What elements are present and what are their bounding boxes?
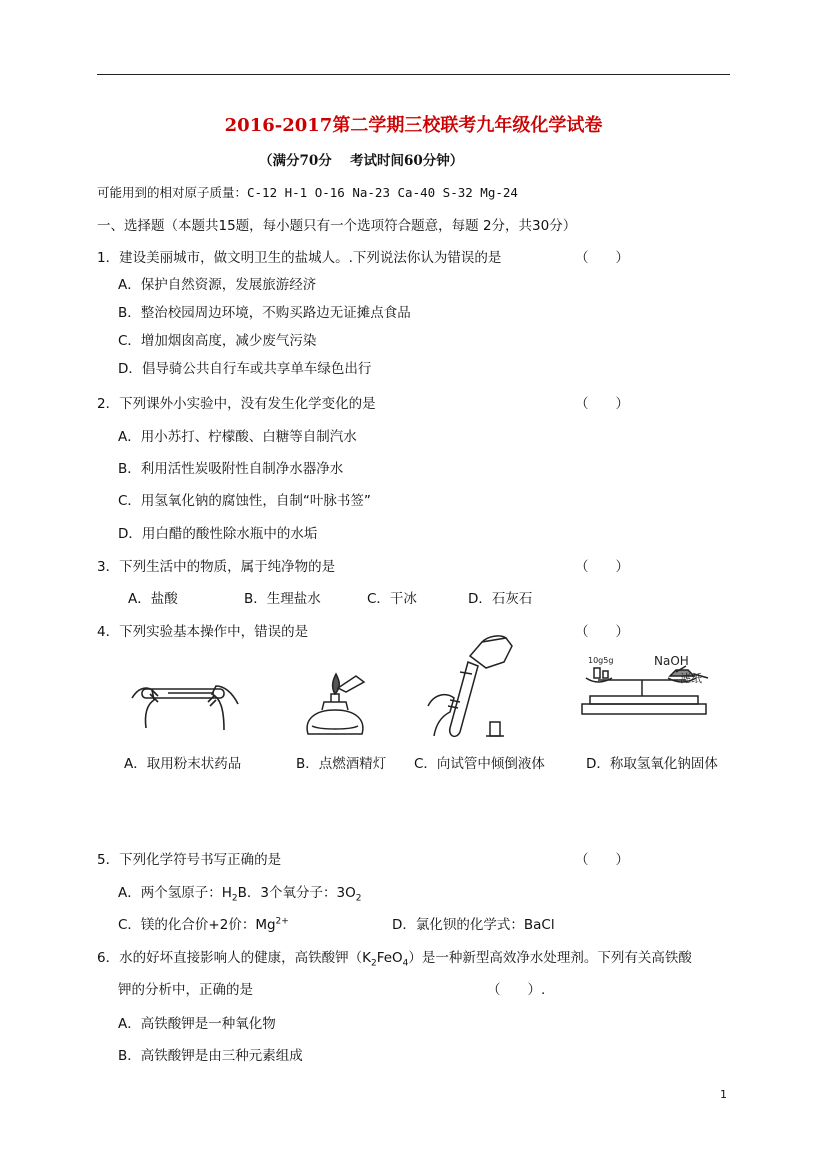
figure-powder-transfer — [128, 672, 243, 734]
question-1-answer-paren: （ ） — [575, 250, 629, 266]
question-6-option-a: A．高铁酸钾是一种氧化物 — [118, 1016, 276, 1032]
question-5-option-d: D．氯化钡的化学式：BaCl — [392, 917, 555, 933]
k-subscript: 2 — [370, 958, 377, 969]
question-6-option-b: B．高铁酸钾是由三种元素组成 — [118, 1048, 303, 1064]
o-subscript: 4 — [402, 958, 409, 969]
question-2-answer-paren: （ ） — [575, 396, 629, 412]
balance-weights-label: 10g5g — [588, 656, 614, 665]
question-3-option-d: D．石灰石 — [468, 591, 533, 607]
exam-title: 2016-2017第二学期三校联考九年级化学试卷 — [224, 115, 603, 136]
feo-text: FeO — [376, 950, 403, 966]
question-6-answer-paren: （ ）. — [487, 982, 546, 998]
naoh-label: NaOH — [654, 654, 689, 668]
question-5-option-a: A．两个氢原子：H — [118, 885, 232, 901]
option-a-subscript: 2 — [231, 893, 238, 904]
question-3-option-c: C．干冰 — [367, 591, 417, 607]
header-rule — [97, 74, 730, 75]
question-3-option-b: B．生理盐水 — [244, 591, 321, 607]
filter-paper-label: 滤纸 — [680, 672, 702, 685]
question-6-stem-line1 — [97, 946, 692, 969]
figure-alcohol-lamp — [300, 664, 370, 740]
question-4-stem: 4．下列实验基本操作中，错误的是 — [97, 624, 309, 640]
option-b-subscript: 2 — [355, 893, 362, 904]
question-1-option-a: A．保护自然资源，发展旅游经济 — [118, 277, 317, 293]
question-4-option-d: D．称取氢氧化钠固体 — [586, 756, 718, 772]
question-1-option-b: B．整治校园周边环境，不购买路边无证摊点食品 — [118, 305, 411, 321]
figure-pouring-liquid — [420, 632, 520, 744]
question-5-option-c-wrap — [118, 913, 289, 933]
question-6-stem-suffix: ）是一种新型高效净水处理剂。下列有关高铁酸 — [408, 950, 692, 966]
question-5-option-c: C．镁的化合价+2价：Mg — [118, 917, 276, 933]
exam-subtitle: （满分70分 考试时间60分钟） — [259, 153, 464, 169]
atomic-masses: 可能用到的相对原子质量：C-12 H-1 O-16 Na-23 Ca-40 S-32 Mg-24 — [97, 185, 518, 200]
question-5-answer-paren: （ ） — [575, 852, 629, 868]
question-2-option-d: D．用白醋的酸性除水瓶中的水垢 — [118, 526, 318, 542]
question-2-option-a: A．用小苏打、柠檬酸、白糖等自制汽水 — [118, 429, 357, 445]
question-4-option-b: B．点燃酒精灯 — [296, 756, 387, 772]
question-4-answer-paren: （ ） — [575, 624, 629, 640]
question-6-stem-prefix: 6．水的好坏直接影响人的健康，高铁酸钾（K — [97, 950, 371, 966]
question-2-option-c: C．用氢氧化钠的腐蚀性，自制“叶脉书签” — [118, 493, 371, 509]
question-1-option-d: D．倡导骑公共自行车或共享单车绿色出行 — [118, 361, 372, 377]
question-3-answer-paren: （ ） — [575, 559, 629, 575]
question-3-stem: 3．下列生活中的物质，属于纯净物的是 — [97, 559, 336, 575]
question-2-option-b: B．利用活性炭吸附性自制净水器净水 — [118, 461, 344, 477]
page-number: 1 — [720, 1088, 727, 1101]
section-heading: 一、选择题（本题共15题，每小题只有一个选项符合题意，每题 2分，共30分） — [97, 218, 577, 234]
question-5-stem: 5．下列化学符号书写正确的是 — [97, 852, 282, 868]
question-5-option-b: B．3个氧分子：3O — [237, 885, 356, 901]
option-c-superscript: 2+ — [275, 916, 289, 927]
question-1-stem: 1．建设美丽城市，做文明卫生的盐城人。.下列说法你认为错误的是 — [97, 250, 502, 266]
question-1-option-c: C．增加烟囱高度，减少废气污染 — [118, 333, 317, 349]
question-4-option-a: A．取用粉末状药品 — [124, 756, 242, 772]
question-2-stem: 2．下列课外小实验中，没有发生化学变化的是 — [97, 396, 376, 412]
question-6-stem-line2: 钾的分析中，正确的是 — [118, 982, 253, 998]
figure-balance-naoh — [576, 652, 716, 722]
question-5-option-a-b — [118, 881, 361, 904]
question-4-option-c: C．向试管中倾倒液体 — [414, 756, 545, 772]
question-3-option-a: A．盐酸 — [128, 591, 178, 607]
